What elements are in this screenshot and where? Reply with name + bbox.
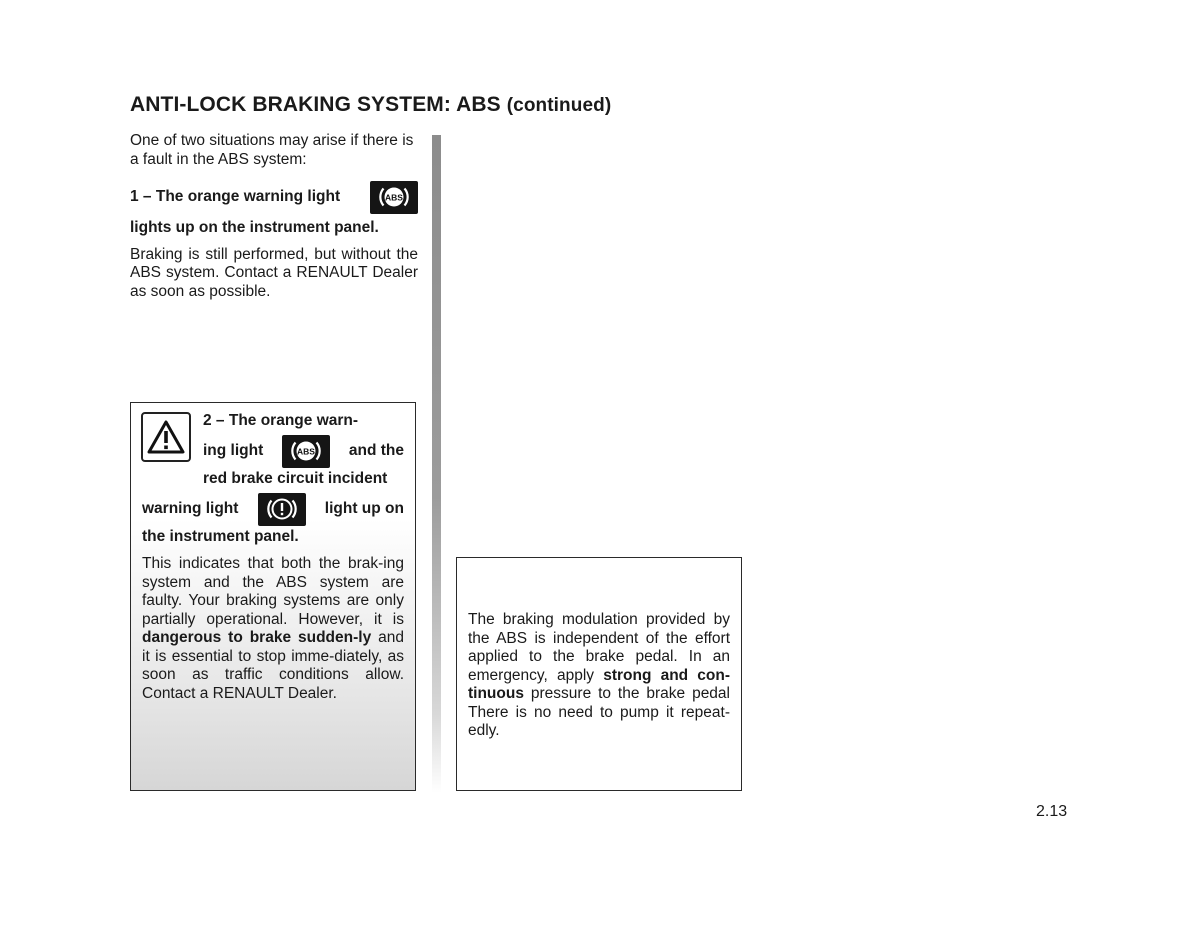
title-main: ANTI-LOCK BRAKING SYSTEM: ABS [130,93,501,116]
abs-warning-icon [370,181,418,214]
page-number: 2.13 [1036,803,1068,820]
case2-line2-a: ing light [203,441,264,459]
case2-line1-text: 2 – The orange warn- [203,412,359,430]
case1-heading [130,179,418,215]
case2-line3 [203,470,404,489]
case2-line1 [203,412,404,431]
svg-text:ABS: ABS [385,192,403,203]
left-column [130,132,418,301]
title-continued: (continued) [506,95,612,116]
info-text-bold: strong and con-tinuous [468,666,731,702]
warning-box [130,402,416,791]
svg-text:ABS: ABS [297,446,316,457]
case2-body-part1: This indicates that both the brak-ing system and the ABS system are faulty. Your braking systems are only partially operational. However, it is [142,555,404,628]
case2-line2 [203,434,404,468]
abs-warning-icon [282,435,330,468]
case1-subheading: lights up on the instrument panel. [130,219,379,236]
case1-label: 1 – The orange warning light [130,187,341,205]
intro-text: One of two situations may arise if there is a fault in the ABS system: [130,132,414,168]
case2-line5-text: the instrument panel. [142,528,299,546]
brake-warning-icon [258,493,306,526]
case2-line3-text: red brake circuit incident [203,470,388,488]
page-title [130,93,611,117]
hazard-triangle-icon [141,412,191,462]
case2-line2-b: and the [348,441,404,459]
info-text [468,611,730,741]
case1-body: Braking is still performed, but without the ABS system. Contact a RENAULT Dealer as soon as possible. [130,245,418,300]
case2-line4 [142,492,404,526]
column-divider [432,135,441,793]
case2-body-part2: and it is essential to stop imme-diately, as soon as traffic conditions allow. Contact a RENAULT Dealer. [142,629,404,702]
case2-line4-b: light up on [324,499,404,517]
case2-body-bold: dangerous to brake sudden-ly [142,629,372,646]
info-box [456,557,742,791]
case2-body [142,555,404,703]
info-text-part2: pressure to the brake pedal There is no need to pump it repeat-edly. [468,685,730,739]
case2-line4-a: warning light [142,499,239,517]
info-text-part1: The braking modulation provided by the ABS is independent of the effort applied to the brake pedal. In an emergency, apply [468,611,730,684]
case2-line5 [142,528,404,547]
